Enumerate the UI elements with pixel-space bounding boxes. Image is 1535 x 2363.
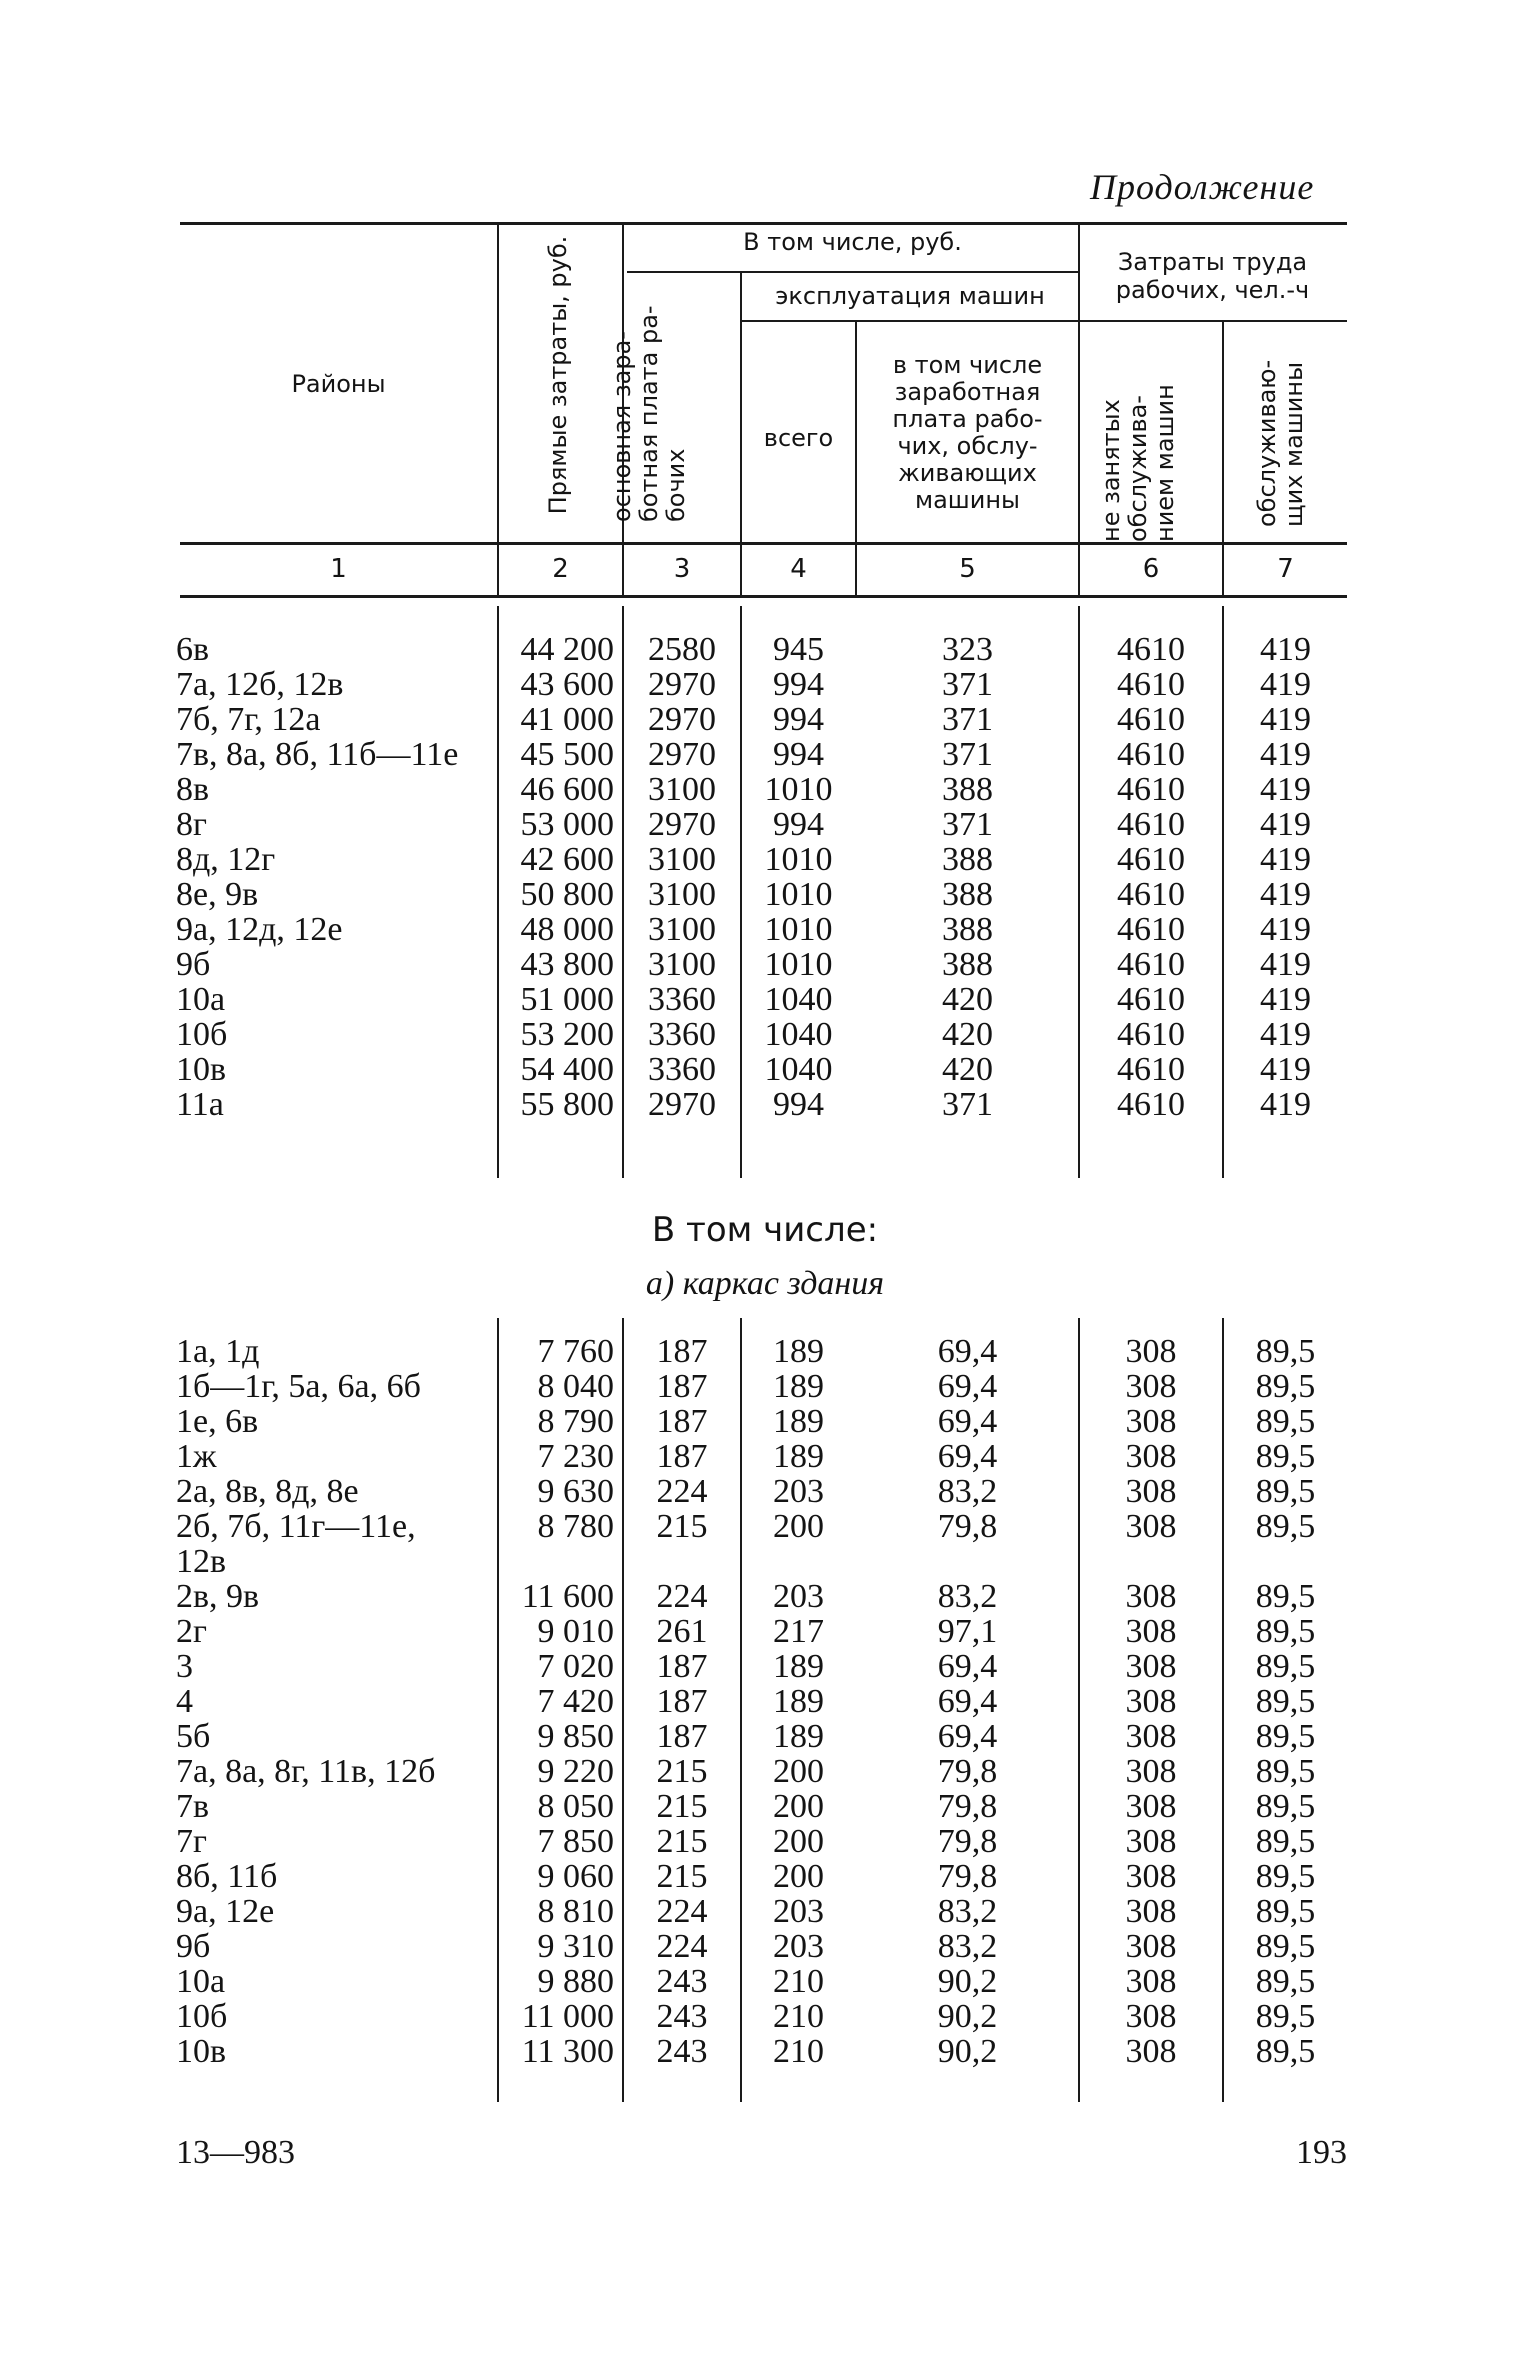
table-cell: 420	[942, 1016, 993, 1053]
table-cell: 2970	[648, 806, 716, 843]
table-cell: 55 800	[520, 1086, 614, 1123]
table-top-rule	[180, 222, 1347, 225]
table-cell: 388	[942, 841, 993, 878]
table-cell: 388	[942, 946, 993, 983]
table-cell: 4610	[1117, 946, 1185, 983]
table-cell: 2г	[176, 1613, 207, 1650]
table-cell: 419	[1260, 876, 1311, 913]
table-cell: 419	[1260, 631, 1311, 668]
table-cell: 9б	[176, 946, 211, 983]
table-cell: 308	[1125, 1963, 1177, 2000]
table-cell: 2580	[648, 631, 716, 668]
table-cell: 3360	[648, 1051, 716, 1088]
table-cell: 8 790	[537, 1403, 614, 1440]
table-cell: 371	[942, 666, 993, 703]
table-cell: 308	[1125, 1438, 1177, 1475]
table-cell: 89,5	[1255, 1788, 1316, 1825]
table-cell: 371	[942, 806, 993, 843]
table-cell: 50 800	[520, 876, 614, 913]
table-cell: 9 630	[537, 1473, 614, 1510]
table-cell: 7в, 8а, 8б, 11б—11е	[176, 736, 459, 773]
table-cell: 89,5	[1255, 1928, 1316, 1965]
table-cell: 1010	[764, 771, 833, 808]
table-cell: 89,5	[1255, 1333, 1316, 1370]
table-cell: 7г	[176, 1823, 207, 1860]
rule-ekspluatatsiya	[742, 320, 1078, 322]
table-cell: 994	[773, 806, 824, 843]
table-cell: 10а	[176, 1963, 226, 2000]
table-cell: 419	[1260, 946, 1311, 983]
table-cell: 4	[176, 1683, 193, 1720]
table-cell: 187	[656, 1648, 708, 1685]
table-cell: 3100	[648, 946, 716, 983]
table-cell: 243	[656, 1963, 708, 2000]
header-obsluzhivayushchih: обслуживаю- щих машины	[1253, 359, 1308, 527]
table-cell: 89,5	[1255, 1998, 1316, 2035]
table-cell: 79,8	[937, 1508, 998, 1545]
table-cell: 187	[656, 1403, 708, 1440]
table-cell: 1040	[764, 981, 833, 1018]
table-cell	[857, 1544, 1078, 1579]
table-cell: 224	[656, 1578, 708, 1615]
table-cell: 89,5	[1255, 1648, 1316, 1685]
table-cell: 7 850	[537, 1823, 614, 1860]
s2-col-rayony	[176, 1334, 496, 2069]
table-cell: 4610	[1117, 666, 1185, 703]
table-cell: 8д, 12г	[176, 841, 276, 878]
table-cell: 8 780	[537, 1508, 614, 1545]
table-cell: 308	[1125, 1473, 1177, 1510]
header-v-tom-chisle: В том числе, руб.	[743, 228, 962, 256]
table-cell: 89,5	[1255, 1368, 1316, 1405]
table-cell: 215	[656, 1508, 708, 1545]
table-cell: 9б	[176, 1928, 211, 1965]
table-cell: 210	[773, 2033, 824, 2070]
table-cell: 44 200	[520, 631, 614, 668]
colnum-6: 6	[1142, 554, 1160, 584]
table-cell: 371	[942, 701, 993, 738]
table-cell: 90,2	[937, 1963, 998, 2000]
table-cell: 308	[1125, 1718, 1177, 1755]
table-cell: 10в	[176, 1051, 227, 1088]
table-cell: 1010	[764, 841, 833, 878]
table-cell: 9 310	[537, 1928, 614, 1965]
table-cell: 79,8	[937, 1823, 998, 1860]
table-cell: 83,2	[937, 1928, 998, 1965]
table-cell: 89,5	[1255, 1718, 1316, 1755]
table-cell: 419	[1260, 771, 1311, 808]
table-cell: 308	[1125, 1368, 1177, 1405]
table-cell: 371	[942, 1086, 993, 1123]
table-cell: 215	[656, 1753, 708, 1790]
table-cell: 2в, 9в	[176, 1578, 260, 1615]
table-cell: 3100	[648, 911, 716, 948]
table-cell: 2970	[648, 666, 716, 703]
table-cell: 89,5	[1255, 1403, 1316, 1440]
table-cell: 189	[773, 1718, 824, 1755]
header-ne-zanyatyh: не занятых обслужива- нием машин	[1097, 384, 1179, 542]
table-cell: 200	[773, 1508, 824, 1545]
table-cell: 187	[656, 1438, 708, 1475]
header-vsego: всего	[763, 424, 834, 452]
s1-vline-1	[497, 606, 499, 1178]
table-cell: 69,4	[937, 1403, 998, 1440]
table-cell: 11а	[176, 1086, 224, 1123]
table-cell: 323	[942, 631, 993, 668]
table-cell: 9а, 12е	[176, 1893, 275, 1930]
table-cell: 8в	[176, 771, 210, 808]
table-cell: 308	[1125, 1893, 1177, 1930]
table-cell: 1010	[764, 876, 833, 913]
table-cell: 42 600	[520, 841, 614, 878]
table-cell: 4610	[1117, 911, 1185, 948]
table-cell	[1224, 1544, 1347, 1579]
table-cell: 3100	[648, 771, 716, 808]
page-number: 193	[1296, 2134, 1347, 2171]
table-cell: 308	[1125, 1683, 1177, 1720]
table-cell: 41 000	[520, 701, 614, 738]
table-cell: 9 850	[537, 1718, 614, 1755]
table-cell: 308	[1125, 1823, 1177, 1860]
table-cell: 210	[773, 1963, 824, 2000]
table-cell	[742, 1544, 855, 1579]
table-cell: 79,8	[937, 1753, 998, 1790]
table-cell: 10в	[176, 2033, 227, 2070]
rule-zatraty	[1078, 320, 1347, 322]
table-cell: 6в	[176, 631, 210, 668]
table-cell: 1010	[764, 946, 833, 983]
s1-col-pryamye	[500, 632, 614, 1122]
table-cell: 187	[656, 1718, 708, 1755]
table-cell: 7в	[176, 1788, 210, 1825]
table-cell: 69,4	[937, 1368, 998, 1405]
table-cell: 994	[773, 1086, 824, 1123]
table-cell: 89,5	[1255, 1858, 1316, 1895]
table-cell: 388	[942, 876, 993, 913]
table-cell: 69,4	[937, 1718, 998, 1755]
s2-col-ne-zanyatyh	[1080, 1334, 1222, 2069]
table-cell: 7 420	[537, 1683, 614, 1720]
table-cell: 43 800	[520, 946, 614, 983]
table-cell: 308	[1125, 1648, 1177, 1685]
s1-col-rayony	[176, 632, 496, 1122]
table-cell: 388	[942, 771, 993, 808]
header-pryamye: Прямые затраты, руб.	[544, 235, 572, 515]
table-cell: 4610	[1117, 841, 1185, 878]
table-cell: 11 000	[521, 1998, 614, 2035]
table-cell: 215	[656, 1823, 708, 1860]
header-vline-1	[497, 224, 499, 595]
table-cell: 79,8	[937, 1788, 998, 1825]
s1-col-obsluzh	[1224, 632, 1347, 1122]
table-cell: 9 060	[537, 1858, 614, 1895]
table-cell	[624, 1544, 740, 1579]
colnum-3: 3	[673, 554, 691, 584]
table-cell: 11 600	[521, 1578, 614, 1615]
s2-col-osnovnaya	[624, 1334, 740, 2069]
table-cell: 4610	[1117, 981, 1185, 1018]
table-cell: 189	[773, 1648, 824, 1685]
table-cell: 8г	[176, 806, 207, 843]
table-cell: 79,8	[937, 1858, 998, 1895]
table-cell: 7 760	[537, 1333, 614, 1370]
table-cell: 1040	[764, 1051, 833, 1088]
colnum-4: 4	[790, 554, 807, 584]
table-cell: 419	[1260, 736, 1311, 773]
table-cell: 7а, 12б, 12в	[176, 666, 344, 703]
subtitle-v-tom-chisle: В том числе:	[651, 1210, 879, 1250]
table-cell: 308	[1125, 1858, 1177, 1895]
table-cell: 69,4	[937, 1438, 998, 1475]
table-cell: 187	[656, 1368, 708, 1405]
s1-col-vsego	[742, 632, 855, 1122]
header-v-tom-chisle-zp: в том числе заработная плата рабо- чих, обслу- живающих машины	[892, 351, 1043, 514]
table-cell	[500, 1544, 614, 1579]
table-cell: 420	[942, 1051, 993, 1088]
table-cell: 89,5	[1255, 1473, 1316, 1510]
s2-col-pryamye	[500, 1334, 614, 2069]
table-cell: 308	[1125, 1403, 1177, 1440]
table-cell: 189	[773, 1333, 824, 1370]
table-cell: 90,2	[937, 1998, 998, 2035]
table-cell: 243	[656, 2033, 708, 2070]
table-cell: 217	[773, 1613, 824, 1650]
table-cell: 210	[773, 1998, 824, 2035]
table-cell: 308	[1125, 1578, 1177, 1615]
table-cell: 200	[773, 1823, 824, 1860]
table-cell: 243	[656, 1998, 708, 2035]
table-cell: 89,5	[1255, 1753, 1316, 1790]
table-cell: 371	[942, 736, 993, 773]
table-cell: 308	[1125, 2033, 1177, 2070]
table-cell: 4610	[1117, 736, 1185, 773]
table-cell: 4610	[1117, 631, 1185, 668]
table-cell: 200	[773, 1788, 824, 1825]
s1-col-osnovnaya	[624, 632, 740, 1122]
subtitle-karkas: а) каркас здания	[645, 1265, 885, 1302]
table-cell: 69,4	[937, 1683, 998, 1720]
table-cell: 8 050	[537, 1788, 614, 1825]
table-cell: 4610	[1117, 771, 1185, 808]
table-cell: 9 220	[537, 1753, 614, 1790]
table-cell: 419	[1260, 701, 1311, 738]
table-cell: 2970	[648, 1086, 716, 1123]
s1-col-zp	[857, 632, 1078, 1122]
table-cell: 4610	[1117, 876, 1185, 913]
table-cell: 189	[773, 1403, 824, 1440]
colnum-bottom-rule	[180, 595, 1347, 598]
rule-v-tom-chisle	[627, 271, 1078, 273]
table-cell: 189	[773, 1683, 824, 1720]
table-cell	[1080, 1544, 1222, 1579]
s2-col-zp	[857, 1334, 1078, 2069]
table-cell: 388	[942, 911, 993, 948]
table-cell: 420	[942, 981, 993, 1018]
table-cell: 1б—1г, 5а, 6а, 6б	[176, 1368, 421, 1405]
table-cell: 215	[656, 1788, 708, 1825]
table-cell: 308	[1125, 1613, 1177, 1650]
table-cell: 2б, 7б, 11г—11е,	[176, 1508, 416, 1545]
table-cell: 419	[1260, 806, 1311, 843]
table-cell: 994	[773, 666, 824, 703]
table-cell: 1а, 1д	[176, 1333, 260, 1370]
table-cell: 8 040	[537, 1368, 614, 1405]
table-cell: 43 600	[520, 666, 614, 703]
table-cell: 51 000	[520, 981, 614, 1018]
table-cell: 69,4	[937, 1648, 998, 1685]
table-cell: 1е, 6в	[176, 1403, 259, 1440]
table-cell: 9 880	[537, 1963, 614, 2000]
table-cell: 308	[1125, 1753, 1177, 1790]
table-cell: 3	[176, 1648, 193, 1685]
header-zatraty-truda: Затраты труда рабочих, чел.-ч	[1115, 248, 1310, 304]
table-cell: 4610	[1117, 806, 1185, 843]
s1-col-ne-zanyatyh	[1080, 632, 1222, 1122]
table-cell: 189	[773, 1438, 824, 1475]
table-cell: 308	[1125, 1333, 1177, 1370]
table-cell: 994	[773, 736, 824, 773]
table-cell: 89,5	[1255, 1893, 1316, 1930]
table-cell: 48 000	[520, 911, 614, 948]
table-cell: 224	[656, 1473, 708, 1510]
table-cell: 89,5	[1255, 1508, 1316, 1545]
table-cell: 7 020	[537, 1648, 614, 1685]
table-cell: 2а, 8в, 8д, 8е	[176, 1473, 359, 1510]
table-cell: 97,1	[937, 1613, 998, 1650]
table-cell: 8е, 9в	[176, 876, 259, 913]
table-cell: 89,5	[1255, 1613, 1316, 1650]
table-cell: 53 000	[520, 806, 614, 843]
table-cell: 9 010	[537, 1613, 614, 1650]
table-cell: 54 400	[520, 1051, 614, 1088]
colnum-5: 5	[959, 554, 976, 584]
colnum-2: 2	[552, 554, 569, 584]
table-cell: 419	[1260, 911, 1311, 948]
table-cell: 7а, 8а, 8г, 11в, 12б	[176, 1753, 436, 1790]
table-cell: 10б	[176, 1016, 228, 1053]
table-cell: 9а, 12д, 12е	[176, 911, 343, 948]
table-cell: 203	[773, 1578, 824, 1615]
table-cell: 994	[773, 701, 824, 738]
header-bottom-rule	[180, 542, 1347, 545]
table-cell: 11 300	[521, 2033, 614, 2070]
table-cell: 3360	[648, 981, 716, 1018]
table-cell: 7б, 7г, 12а	[176, 701, 321, 738]
table-cell: 261	[656, 1613, 708, 1650]
table-cell: 12в	[176, 1543, 227, 1580]
table-cell: 89,5	[1255, 1438, 1316, 1475]
header-rayony: Районы	[291, 370, 386, 398]
table-cell: 419	[1260, 841, 1311, 878]
header-ekspluatatsiya: эксплуатация машин	[775, 282, 1045, 310]
table-cell: 4610	[1117, 1086, 1185, 1123]
table-cell: 5б	[176, 1718, 211, 1755]
table-cell: 203	[773, 1473, 824, 1510]
table-cell: 83,2	[937, 1893, 998, 1930]
table-cell: 200	[773, 1753, 824, 1790]
table-cell: 2970	[648, 736, 716, 773]
table-cell: 8 810	[537, 1893, 614, 1930]
table-cell: 189	[773, 1368, 824, 1405]
table-cell: 1ж	[176, 1438, 217, 1475]
table-cell: 1040	[764, 1016, 833, 1053]
table-cell: 90,2	[937, 2033, 998, 2070]
table-cell: 10б	[176, 1998, 228, 2035]
continuation-label: Продолжение	[1090, 167, 1315, 207]
colnum-7: 7	[1277, 554, 1294, 584]
table-cell: 8б, 11б	[176, 1858, 278, 1895]
table-cell: 200	[773, 1858, 824, 1895]
table-cell: 419	[1260, 1051, 1311, 1088]
table-cell: 89,5	[1255, 1578, 1316, 1615]
s2-vline-1	[497, 1318, 499, 2102]
table-cell: 46 600	[520, 771, 614, 808]
table-cell: 419	[1260, 981, 1311, 1018]
table-cell: 89,5	[1255, 2033, 1316, 2070]
footer-signature: 13—983	[176, 2134, 295, 2171]
table-cell: 2970	[648, 701, 716, 738]
table-cell: 203	[773, 1893, 824, 1930]
table-cell: 89,5	[1255, 1823, 1316, 1860]
table-cell: 45 500	[520, 736, 614, 773]
table-cell: 419	[1260, 1016, 1311, 1053]
table-cell: 224	[656, 1928, 708, 1965]
colnum-1: 1	[330, 554, 347, 584]
table-cell: 419	[1260, 1086, 1311, 1123]
table-cell: 89,5	[1255, 1683, 1316, 1720]
table-cell: 89,5	[1255, 1963, 1316, 2000]
table-cell: 308	[1125, 1998, 1177, 2035]
table-cell: 224	[656, 1893, 708, 1930]
table-cell: 308	[1125, 1928, 1177, 1965]
header-osnovnaya: основная зара- ботная плата ра- бочих	[608, 305, 690, 522]
table-cell: 187	[656, 1333, 708, 1370]
table-cell: 3360	[648, 1016, 716, 1053]
table-cell: 3100	[648, 841, 716, 878]
table-cell: 53 200	[520, 1016, 614, 1053]
table-cell: 3100	[648, 876, 716, 913]
s2-col-vsego	[742, 1334, 855, 2069]
table-cell: 69,4	[937, 1333, 998, 1370]
table-cell: 187	[656, 1683, 708, 1720]
table-cell: 10а	[176, 981, 226, 1018]
table-cell: 1010	[764, 911, 833, 948]
table-cell: 308	[1125, 1508, 1177, 1545]
table-cell: 83,2	[937, 1473, 998, 1510]
table-cell: 4610	[1117, 1051, 1185, 1088]
table-cell: 4610	[1117, 1016, 1185, 1053]
table-cell: 215	[656, 1858, 708, 1895]
s2-col-obsluzh	[1224, 1334, 1347, 2069]
table-cell: 419	[1260, 666, 1311, 703]
table-cell: 4610	[1117, 701, 1185, 738]
table-cell: 83,2	[937, 1578, 998, 1615]
table-cell: 203	[773, 1928, 824, 1965]
table-cell: 945	[773, 631, 824, 668]
table-cell: 7 230	[537, 1438, 614, 1475]
table-cell: 308	[1125, 1788, 1177, 1825]
